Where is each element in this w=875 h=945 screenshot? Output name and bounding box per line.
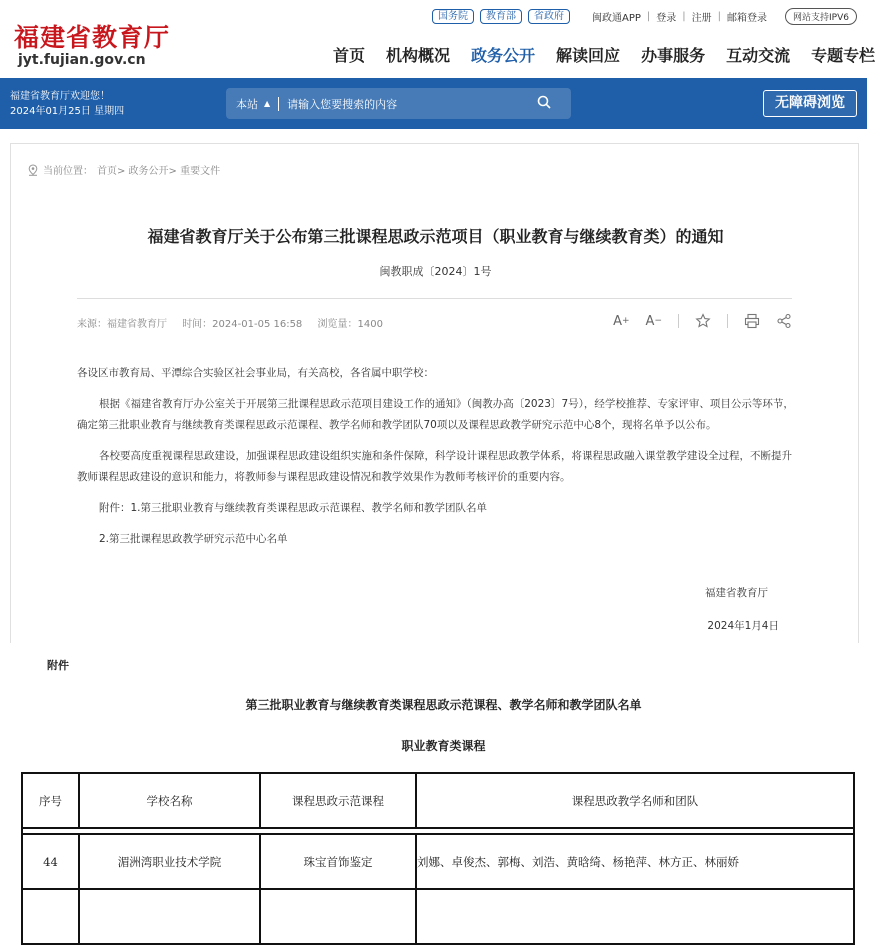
nav-home[interactable]: 首页 [333, 46, 366, 65]
search-icon[interactable] [537, 95, 559, 112]
cell-school: 湄洲湾职业技术学院 [79, 834, 260, 889]
table-row [22, 834, 854, 889]
article-panel [10, 143, 859, 643]
attachment-item-2[interactable]: 2.第三批课程思政教学研究示范中心名单 [99, 533, 288, 545]
scope-caret-icon[interactable]: ▲︎ [264, 99, 271, 108]
search-input[interactable]: 请输入您要搜索的内容 [287, 97, 398, 111]
article-tools [597, 312, 792, 330]
cell-team: 刘娜、卓俊杰、郭梅、刘浩、黄晗绮、杨艳萍、林方正、林丽娇 [416, 834, 854, 889]
font-increase-icon[interactable]: A + [613, 313, 630, 329]
register-link[interactable]: 注册 [691, 13, 712, 24]
divider [278, 97, 279, 111]
app-link[interactable]: 闽政通APP [592, 13, 641, 24]
login-link[interactable]: 登录 [656, 13, 677, 24]
location-icon [27, 164, 39, 176]
salutation: 各设区市教育局、平潭综合实验区社会事业局，有关高校，各省属中职学校： [77, 367, 434, 379]
date-text: 2024年01月25日 星期四 [10, 106, 125, 117]
table-header-row [22, 773, 854, 828]
breadcrumb-prefix: 当前位置： [43, 166, 93, 177]
pill-shengzhengfu[interactable]: 省政府 [528, 9, 570, 24]
pill-jiaoyubu[interactable]: 教育部 [480, 9, 522, 24]
meta-time: 时间：2024-01-05 16:58 [182, 319, 303, 330]
attachment-subtitle: 职业教育类课程 [401, 739, 486, 753]
cell-empty [260, 889, 416, 944]
column-header: 课程思政示范课程 [260, 773, 416, 828]
attachment-item-1[interactable]: 附件：1.第三批职业教育与继续教育类课程思政示范课程、教学名师和教学团队名单 [99, 502, 488, 514]
column-header: 序号 [22, 773, 79, 828]
site-logo[interactable]: 福建省教育厅 [14, 23, 171, 52]
site-header [0, 0, 875, 78]
sign-date: 2024年1月4日 [707, 620, 779, 632]
nav-interpretation[interactable]: 解读回应 [556, 46, 621, 65]
cell-no: 44 [22, 834, 79, 889]
ipv6-badge: 网站支持IPV6 [785, 8, 857, 25]
share-icon[interactable] [776, 312, 792, 330]
nav-about[interactable]: 机构概况 [386, 46, 451, 65]
welcome-text: 福建省教育厅欢迎您！ [10, 91, 110, 102]
divider [727, 314, 728, 328]
info-bar [0, 78, 867, 129]
font-decrease-icon[interactable]: A − [645, 313, 662, 329]
signer: 福建省教育厅 [705, 587, 768, 599]
paragraph: 根据《福建省教育厅办公室关于开展第三批课程思政示范项目建设工作的通知》（闽教办高〔2023〕7号），经学校推荐、专家评审、项目公示等环节，确定第三批职业教育与继续教育类课程思政示范课程、教学名师和教学团队70项以及课程思政教学研究示范中心8个，现将名单予以公布。 [77, 398, 794, 431]
cell-empty [79, 889, 260, 944]
accessible-browse-button[interactable]: 无障碍浏览 [763, 90, 857, 117]
main-nav [333, 43, 875, 66]
page-title: 福建省教育厅关于公布第三批课程思政示范项目（职业教育与继续教育类）的通知 [147, 227, 724, 246]
star-icon[interactable] [695, 312, 711, 330]
nav-services[interactable]: 办事服务 [641, 46, 706, 65]
divider [77, 298, 792, 299]
article-body [77, 363, 796, 560]
cell-empty [22, 889, 79, 944]
divider: | [682, 11, 686, 22]
print-icon[interactable] [744, 312, 760, 330]
document-number: 闽教职成〔2024〕1号 [379, 265, 492, 278]
divider [678, 314, 679, 328]
nav-gov-info[interactable]: 政务公开 [471, 46, 536, 65]
table-row [22, 889, 854, 944]
welcome-block [10, 89, 124, 119]
cell-empty [416, 889, 854, 944]
paragraph: 各校要高度重视课程思政建设，加强课程思政建设组织实施和条件保障，科学设计课程思政教学体系，将课程思政融入课堂教学建设全过程，不断提升教师课程思政建设的意识和能力，将教师参与课程思政建设情况和教学效果作为教师考核评价的重要内容。 [77, 450, 792, 483]
mail-login-link[interactable]: 邮箱登录 [727, 13, 768, 24]
cell-course: 珠宝首饰鉴定 [260, 834, 416, 889]
breadcrumb [27, 162, 220, 177]
pill-guowuyuan[interactable]: 国务院 [432, 9, 474, 24]
article-meta [77, 315, 395, 330]
attachment-table [21, 772, 855, 945]
search-box[interactable] [226, 88, 571, 119]
breadcrumb-path[interactable]: 首页> 政务公开> 重要文件 [97, 166, 221, 177]
meta-source: 来源：福建省教育厅 [77, 319, 167, 330]
meta-views: 浏览量：1400 [317, 319, 383, 330]
column-header: 课程思政教学名师和团队 [416, 773, 854, 828]
top-links [432, 8, 857, 25]
column-header: 学校名称 [79, 773, 260, 828]
divider: | [717, 11, 722, 22]
nav-topics[interactable]: 专题专栏 [811, 46, 875, 65]
attachment-label: 附件 [47, 659, 69, 672]
nav-interaction[interactable]: 互动交流 [726, 46, 791, 65]
divider: | [646, 11, 651, 22]
search-scope[interactable]: 本站 [236, 97, 258, 111]
attachment-title: 第三批职业教育与继续教育类课程思政示范课程、教学名师和教学团队名单 [245, 698, 642, 712]
site-domain: jyt.fujian.gov.cn [18, 52, 146, 68]
